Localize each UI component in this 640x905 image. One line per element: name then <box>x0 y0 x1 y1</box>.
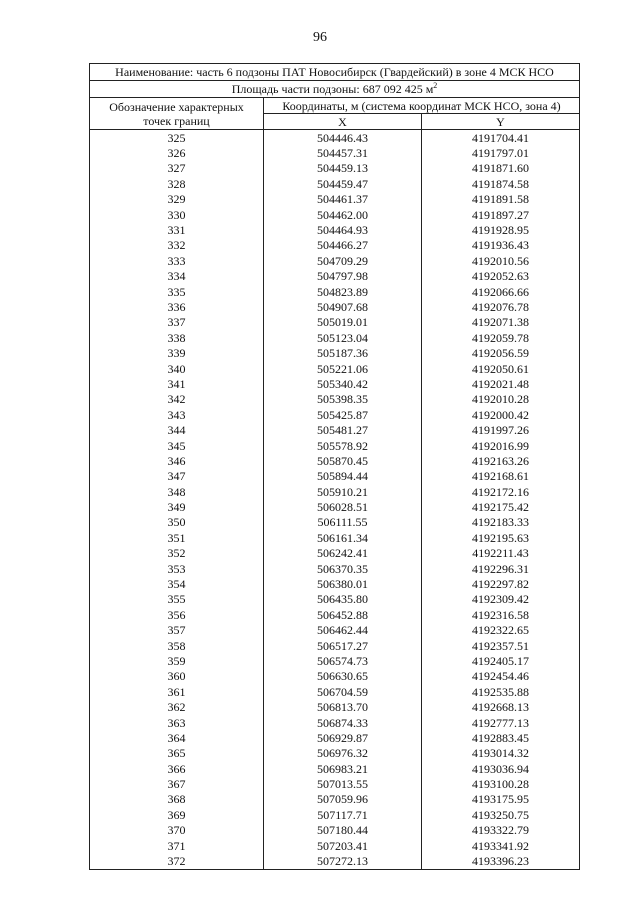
x-coordinate-cell: 505187.36 <box>264 345 422 360</box>
table-row <box>90 269 580 284</box>
x-coordinate-cell: 505910.21 <box>264 484 422 499</box>
area-value: Площадь части подзоны: 687 092 425 м <box>231 82 434 96</box>
x-coordinate-cell: 504446.43 <box>264 130 422 146</box>
y-coordinate-cell: 4191797.01 <box>422 145 580 160</box>
point-number-cell: 339 <box>90 345 264 360</box>
point-number-cell: 362 <box>90 699 264 714</box>
y-coordinate-cell: 4192066.66 <box>422 284 580 299</box>
y-coordinate-cell: 4192010.56 <box>422 253 580 268</box>
point-number-cell: 326 <box>90 145 264 160</box>
point-number-cell: 359 <box>90 653 264 668</box>
table-row <box>90 653 580 668</box>
x-coordinate-cell: 506517.27 <box>264 638 422 653</box>
x-coordinate-cell: 504709.29 <box>264 253 422 268</box>
table-row <box>90 592 580 607</box>
table-row <box>90 792 580 807</box>
point-number-cell: 353 <box>90 561 264 576</box>
area-unit-exponent: 2 <box>433 81 438 90</box>
table-row <box>90 515 580 530</box>
point-number-cell: 346 <box>90 453 264 468</box>
point-number-cell: 368 <box>90 792 264 807</box>
table-row <box>90 776 580 791</box>
y-coordinate-cell: 4192059.78 <box>422 330 580 345</box>
y-coordinate-cell: 4192016.99 <box>422 438 580 453</box>
point-number-cell: 338 <box>90 330 264 345</box>
point-number-cell: 331 <box>90 222 264 237</box>
y-coordinate-cell: 4192454.46 <box>422 669 580 684</box>
table-body <box>90 130 580 870</box>
y-coordinate-cell: 4192357.51 <box>422 638 580 653</box>
point-number-cell: 348 <box>90 484 264 499</box>
point-number-cell: 354 <box>90 576 264 591</box>
y-coordinate-cell: 4192168.61 <box>422 469 580 484</box>
x-coordinate-cell: 505425.87 <box>264 407 422 422</box>
table-row <box>90 192 580 207</box>
y-coordinate-cell: 4192322.65 <box>422 623 580 638</box>
y-coordinate-cell: 4191704.41 <box>422 130 580 146</box>
x-coordinate-cell: 505019.01 <box>264 315 422 330</box>
y-coordinate-cell: 4192195.63 <box>422 530 580 545</box>
table-row <box>90 222 580 237</box>
x-coordinate-cell: 506813.70 <box>264 699 422 714</box>
y-coordinate-cell: 4192172.16 <box>422 484 580 499</box>
x-coordinate-cell: 506462.44 <box>264 623 422 638</box>
table-row <box>90 176 580 191</box>
y-coordinate-cell: 4193100.28 <box>422 776 580 791</box>
point-number-cell: 349 <box>90 499 264 514</box>
y-coordinate-cell: 4192883.45 <box>422 730 580 745</box>
point-number-cell: 365 <box>90 746 264 761</box>
table-row <box>90 145 580 160</box>
table-row <box>90 638 580 653</box>
table-row <box>90 438 580 453</box>
table-row <box>90 161 580 176</box>
table-row <box>90 746 580 761</box>
x-coordinate-cell: 507203.41 <box>264 838 422 853</box>
x-coordinate-cell: 507180.44 <box>264 823 422 838</box>
table-row <box>90 684 580 699</box>
table-row <box>90 299 580 314</box>
y-coordinate-cell: 4192052.63 <box>422 269 580 284</box>
x-coordinate-cell: 505398.35 <box>264 392 422 407</box>
x-coordinate-cell: 506574.73 <box>264 653 422 668</box>
table-row <box>90 330 580 345</box>
x-coordinate-cell: 506976.32 <box>264 746 422 761</box>
point-number-cell: 372 <box>90 853 264 869</box>
column-header-y: Y <box>422 114 580 130</box>
y-coordinate-cell: 4192010.28 <box>422 392 580 407</box>
x-coordinate-cell: 505894.44 <box>264 469 422 484</box>
point-number-cell: 366 <box>90 761 264 776</box>
x-coordinate-cell: 505870.45 <box>264 453 422 468</box>
table-row <box>90 392 580 407</box>
coordinates-table <box>89 63 580 870</box>
table-row <box>90 823 580 838</box>
table-row <box>90 561 580 576</box>
table-row <box>90 469 580 484</box>
point-number-cell: 358 <box>90 638 264 653</box>
column-header-coordinates: Координаты, м (система координат МСК НСО, зона 4) <box>264 98 580 114</box>
column-header-point <box>90 98 264 130</box>
y-coordinate-cell: 4192183.33 <box>422 515 580 530</box>
y-coordinate-cell: 4192405.17 <box>422 653 580 668</box>
point-number-cell: 347 <box>90 469 264 484</box>
point-number-cell: 335 <box>90 284 264 299</box>
column-header-x: X <box>264 114 422 130</box>
table-row <box>90 669 580 684</box>
table-row <box>90 699 580 714</box>
y-coordinate-cell: 4192021.48 <box>422 376 580 391</box>
y-coordinate-cell: 4192076.78 <box>422 299 580 314</box>
point-number-cell: 370 <box>90 823 264 838</box>
x-coordinate-cell: 506435.80 <box>264 592 422 607</box>
table-row <box>90 499 580 514</box>
table-row <box>90 453 580 468</box>
point-number-cell: 345 <box>90 438 264 453</box>
x-coordinate-cell: 506242.41 <box>264 546 422 561</box>
table-row <box>90 361 580 376</box>
x-coordinate-cell: 506630.65 <box>264 669 422 684</box>
point-number-cell: 334 <box>90 269 264 284</box>
table-row <box>90 530 580 545</box>
x-coordinate-cell: 504459.47 <box>264 176 422 191</box>
x-coordinate-cell: 507059.96 <box>264 792 422 807</box>
table-row <box>90 253 580 268</box>
table-row <box>90 376 580 391</box>
point-number-cell: 361 <box>90 684 264 699</box>
point-number-cell: 364 <box>90 730 264 745</box>
table-row <box>90 853 580 869</box>
x-coordinate-cell: 504461.37 <box>264 192 422 207</box>
x-coordinate-cell: 504823.89 <box>264 284 422 299</box>
x-coordinate-cell: 506874.33 <box>264 715 422 730</box>
point-number-cell: 327 <box>90 161 264 176</box>
y-coordinate-cell: 4192309.42 <box>422 592 580 607</box>
table-row <box>90 576 580 591</box>
y-coordinate-cell: 4191897.27 <box>422 207 580 222</box>
x-coordinate-cell: 507117.71 <box>264 807 422 822</box>
y-coordinate-cell: 4192000.42 <box>422 407 580 422</box>
table-row <box>90 607 580 622</box>
point-number-cell: 341 <box>90 376 264 391</box>
x-coordinate-cell: 506983.21 <box>264 761 422 776</box>
y-coordinate-cell: 4192175.42 <box>422 499 580 514</box>
table-row <box>90 345 580 360</box>
x-coordinate-cell: 504466.27 <box>264 238 422 253</box>
point-number-cell: 342 <box>90 392 264 407</box>
point-number-cell: 351 <box>90 530 264 545</box>
table-row <box>90 130 580 146</box>
point-number-cell: 371 <box>90 838 264 853</box>
table-row <box>90 207 580 222</box>
y-coordinate-cell: 4192296.31 <box>422 561 580 576</box>
point-number-cell: 332 <box>90 238 264 253</box>
y-coordinate-cell: 4193396.23 <box>422 853 580 869</box>
point-number-cell: 344 <box>90 422 264 437</box>
point-number-cell: 340 <box>90 361 264 376</box>
y-coordinate-cell: 4192056.59 <box>422 345 580 360</box>
table-row <box>90 807 580 822</box>
x-coordinate-cell: 506161.34 <box>264 530 422 545</box>
x-coordinate-cell: 506380.01 <box>264 576 422 591</box>
y-coordinate-cell: 4192297.82 <box>422 576 580 591</box>
x-coordinate-cell: 507013.55 <box>264 776 422 791</box>
x-coordinate-cell: 505578.92 <box>264 438 422 453</box>
x-coordinate-cell: 504907.68 <box>264 299 422 314</box>
y-coordinate-cell: 4191874.58 <box>422 176 580 191</box>
x-coordinate-cell: 505221.06 <box>264 361 422 376</box>
table-row <box>90 284 580 299</box>
y-coordinate-cell: 4193014.32 <box>422 746 580 761</box>
table-row <box>90 422 580 437</box>
table-row <box>90 730 580 745</box>
x-coordinate-cell: 504797.98 <box>264 269 422 284</box>
x-coordinate-cell: 504462.00 <box>264 207 422 222</box>
x-coordinate-cell: 506111.55 <box>264 515 422 530</box>
y-coordinate-cell: 4191891.58 <box>422 192 580 207</box>
y-coordinate-cell: 4192316.58 <box>422 607 580 622</box>
y-coordinate-cell: 4193175.95 <box>422 792 580 807</box>
point-number-cell: 360 <box>90 669 264 684</box>
table-row <box>90 623 580 638</box>
y-coordinate-cell: 4192071.38 <box>422 315 580 330</box>
point-number-cell: 337 <box>90 315 264 330</box>
y-coordinate-cell: 4193250.75 <box>422 807 580 822</box>
y-coordinate-cell: 4192163.26 <box>422 453 580 468</box>
x-coordinate-cell: 505481.27 <box>264 422 422 437</box>
column-header-point-line1: Обозначение характерных <box>109 99 244 114</box>
y-coordinate-cell: 4193341.92 <box>422 838 580 853</box>
table-row <box>90 484 580 499</box>
point-number-cell: 343 <box>90 407 264 422</box>
table-row <box>90 407 580 422</box>
y-coordinate-cell: 4192668.13 <box>422 699 580 714</box>
x-coordinate-cell: 505340.42 <box>264 376 422 391</box>
table-row <box>90 238 580 253</box>
x-coordinate-cell: 506452.88 <box>264 607 422 622</box>
table-row <box>90 315 580 330</box>
x-coordinate-cell: 504457.31 <box>264 145 422 160</box>
y-coordinate-cell: 4191928.95 <box>422 222 580 237</box>
table-row <box>90 838 580 853</box>
point-number-cell: 325 <box>90 130 264 146</box>
table-row <box>90 546 580 561</box>
y-coordinate-cell: 4193036.94 <box>422 761 580 776</box>
table-row <box>90 715 580 730</box>
point-number-cell: 329 <box>90 192 264 207</box>
point-number-cell: 363 <box>90 715 264 730</box>
point-number-cell: 367 <box>90 776 264 791</box>
table-row <box>90 761 580 776</box>
point-number-cell: 352 <box>90 546 264 561</box>
x-coordinate-cell: 507272.13 <box>264 853 422 869</box>
point-number-cell: 369 <box>90 807 264 822</box>
y-coordinate-cell: 4192535.88 <box>422 684 580 699</box>
y-coordinate-cell: 4193322.79 <box>422 823 580 838</box>
point-number-cell: 355 <box>90 592 264 607</box>
page-number: 96 <box>313 30 327 45</box>
column-header-point-line2: точек границ <box>143 113 210 128</box>
y-coordinate-cell: 4191936.43 <box>422 238 580 253</box>
point-number-cell: 328 <box>90 176 264 191</box>
y-coordinate-cell: 4192050.61 <box>422 361 580 376</box>
table-title: Наименование: часть 6 подзоны ПАТ Новосибирск (Гвардейский) в зоне 4 МСК НСО <box>90 64 580 81</box>
y-coordinate-cell: 4191871.60 <box>422 161 580 176</box>
area-label <box>90 81 580 98</box>
x-coordinate-cell: 504464.93 <box>264 222 422 237</box>
x-coordinate-cell: 506028.51 <box>264 499 422 514</box>
point-number-cell: 333 <box>90 253 264 268</box>
x-coordinate-cell: 506929.87 <box>264 730 422 745</box>
point-number-cell: 330 <box>90 207 264 222</box>
point-number-cell: 350 <box>90 515 264 530</box>
point-number-cell: 357 <box>90 623 264 638</box>
y-coordinate-cell: 4192777.13 <box>422 715 580 730</box>
y-coordinate-cell: 4192211.43 <box>422 546 580 561</box>
x-coordinate-cell: 506370.35 <box>264 561 422 576</box>
x-coordinate-cell: 504459.13 <box>264 161 422 176</box>
x-coordinate-cell: 506704.59 <box>264 684 422 699</box>
x-coordinate-cell: 505123.04 <box>264 330 422 345</box>
y-coordinate-cell: 4191997.26 <box>422 422 580 437</box>
point-number-cell: 336 <box>90 299 264 314</box>
point-number-cell: 356 <box>90 607 264 622</box>
